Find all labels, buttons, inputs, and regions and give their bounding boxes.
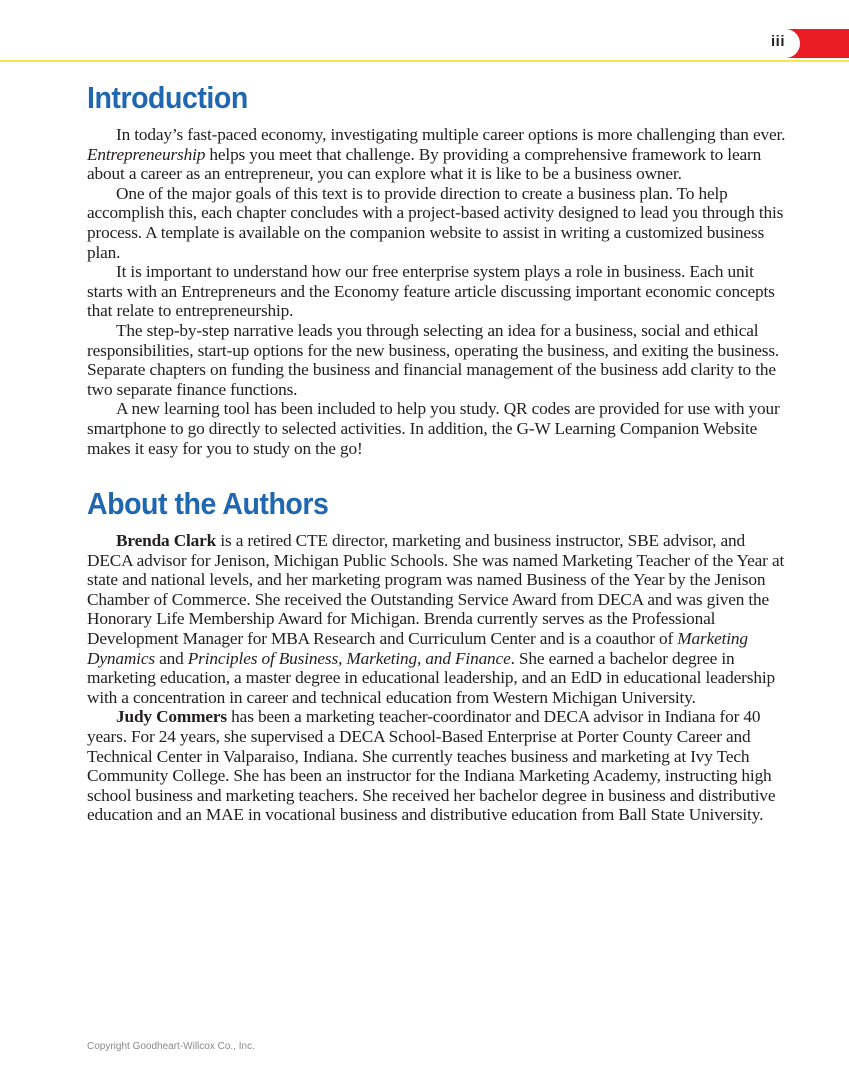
intro-paragraph-1 [87, 125, 787, 184]
authors-heading: About the Authors [87, 486, 329, 522]
text-run: has been a marketing teacher-coordinator and DECA advisor in Indiana for 40 years. For 24 years, she supervised a DECA School-Based Enterprise at Porter County Career and Technical Center in Valparaiso, Indiana. She currently teaches business and marketing at Ivy Tech Community College. She has been an instructor for the Indiana Marketing Academy, instructing high school business and marketing teachers. She received her bachelor degree in business and distributive education and an MAE in vocational business and distributive education from Ball State University. [87, 707, 776, 825]
author-name: Brenda Clark [116, 531, 217, 551]
page-number: iii [771, 33, 786, 50]
book-title: Principles of Business, Marketing, and Finance [187, 648, 511, 668]
page-content [87, 78, 787, 825]
text-run: is a retired CTE director, marketing and business instructor, SBE advisor, and DECA advisor for Jenison, Michigan Public Schools. She was named Marketing Teacher of the Year at state and national levels, and her marketing program was named Business of the Year by the Jenison Chamber of Commerce. She received the Outstanding Service Award from DECA and was given the Honorary Life Membership Award for Michigan. Brenda currently serves as the Professional Development Manager for MBA Research and Curriculum Center and is a coauthor of [87, 531, 785, 649]
author-name: Judy Commers [116, 707, 228, 727]
intro-paragraph-3: It is important to understand how our free enterprise system plays a role in business. Each unit starts with an Entrepreneurs and the Economy feature article discussing important economic concepts that relate to entrepreneurship. [87, 262, 775, 321]
intro-paragraph-2: One of the major goals of this text is to provide direction to create a business plan. To help accomplish this, each chapter concludes with a project-based activity designed to lead you through this process. A template is available on the companion website to assist in writing a customized business plan. [87, 183, 784, 262]
text-run: In today’s fast-paced economy, investigating multiple career options is more challenging than ever. [116, 125, 786, 144]
copyright-footer: Copyright Goodheart-Willcox Co., Inc. [87, 1041, 255, 1052]
introduction-heading: Introduction [87, 80, 248, 115]
text-run: . She earned a bachelor degree in marketing education, a master degree in educational leadership, and an EdD in educational leadership with a concentration in career and technical education from Western Michigan University. [87, 648, 775, 707]
text-run: helps you meet that challenge. By providing a comprehensive framework to learn about a career as an entrepreneur, you can explore what it is like to be a business owner. [87, 144, 762, 184]
author-bio-judy [87, 707, 787, 825]
author-bio-brenda [87, 531, 787, 707]
book-title: Entrepreneurship [87, 144, 206, 164]
text-run: and [154, 648, 188, 668]
intro-paragraph-5: A new learning tool has been included to help you study. QR codes are provided for use with your smartphone to go directly to selected activities. In addition, the G-W Learning Companion Website makes it easy for you to study on the go! [87, 399, 780, 458]
intro-paragraph-4: The step-by-step narrative leads you through selecting an idea for a business, social and ethical responsibilities, start-up options for the new business, operating the business, and exiting the business. Separate chapters on funding the business and financial management of the business add clarity to the two separate finance functions. [87, 320, 780, 399]
book-title: Marketing Dynamics [87, 629, 748, 668]
header-rule [0, 60, 849, 62]
